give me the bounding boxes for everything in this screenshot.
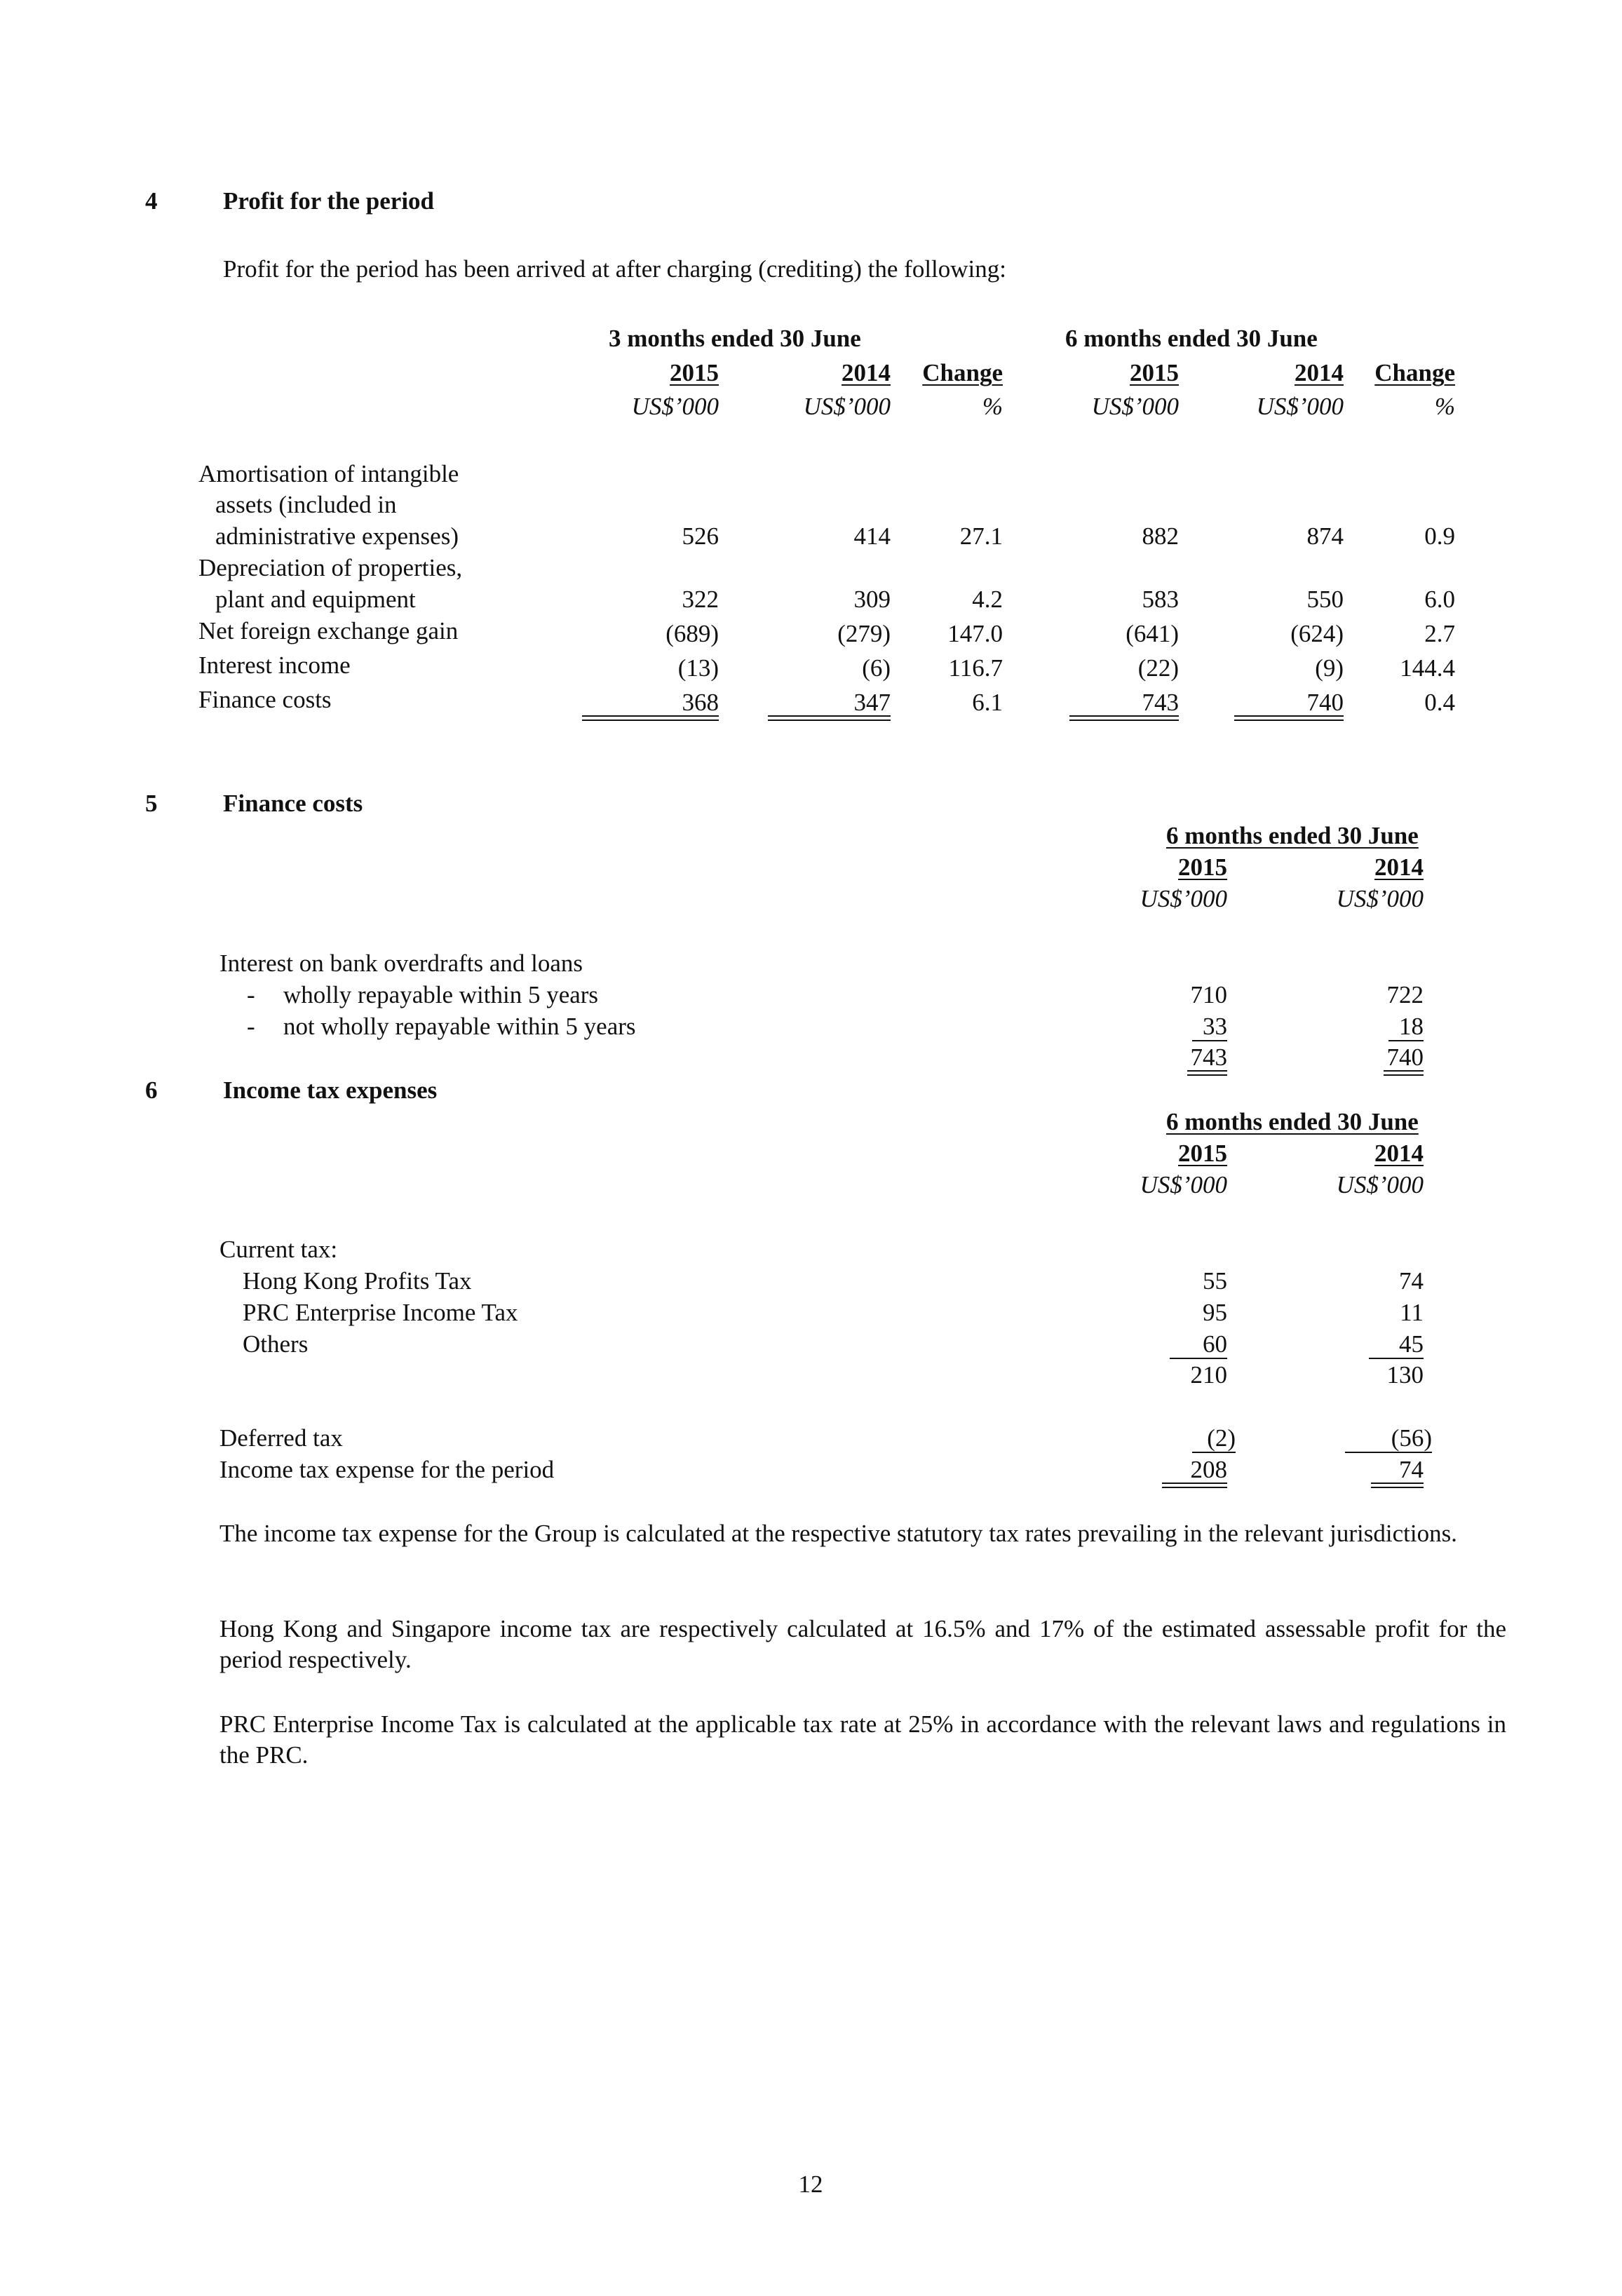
section-4-intro: Profit for the period has been arrived at after charging (crediting) the following: bbox=[223, 255, 1007, 283]
s6-col-unit-2014: US$’000 bbox=[1336, 1171, 1424, 1198]
s5-col-header-2014: 2014 bbox=[1374, 853, 1424, 881]
s6-deferred-tax-2015: (2) bbox=[1207, 1424, 1236, 1452]
s5-total-2015: 743 bbox=[1190, 1044, 1227, 1071]
section-5-title: Finance costs bbox=[223, 790, 363, 817]
section-4-title: Profit for the period bbox=[223, 187, 435, 215]
row-label-interest-income: Interest income bbox=[198, 651, 351, 679]
s5-col-unit-2015: US$’000 bbox=[1140, 885, 1227, 912]
cell-fx-gain-3m-change: 147.0 bbox=[947, 620, 1003, 647]
s5-row2-2015: 33 bbox=[1203, 1013, 1227, 1040]
s5-row1-2015: 710 bbox=[1190, 981, 1227, 1008]
cell-depreciation-3m-change: 4.2 bbox=[972, 586, 1003, 613]
row-label-depreciation-line2: plant and equipment bbox=[215, 586, 416, 613]
cell-amortisation-3m-change: 27.1 bbox=[959, 522, 1003, 550]
s5-col-header-2015: 2015 bbox=[1178, 853, 1227, 881]
col-unit-6m-2015: US$’000 bbox=[1091, 393, 1179, 420]
s6-hk-profits-tax-label: Hong Kong Profits Tax bbox=[243, 1267, 472, 1295]
cell-finance-costs-6m-change: 0.4 bbox=[1424, 689, 1455, 716]
col-unit-3m-change: % bbox=[982, 393, 1003, 420]
s5-total-double-rule-2015 bbox=[1187, 1070, 1227, 1076]
cell-depreciation-6m-change: 6.0 bbox=[1424, 586, 1455, 613]
cell-fx-gain-6m-change: 2.7 bbox=[1424, 620, 1455, 647]
row-label-amortisation-line1: Amortisation of intangible bbox=[198, 460, 459, 487]
s6-others-rule-2015 bbox=[1170, 1358, 1227, 1359]
cell-amortisation-3m-2015: 526 bbox=[682, 522, 719, 550]
row-label-depreciation-line1: Depreciation of properties, bbox=[198, 554, 463, 581]
s6-total-2015: 208 bbox=[1190, 1456, 1227, 1483]
s5-total-2014: 740 bbox=[1386, 1044, 1424, 1071]
s6-col-header-2015: 2015 bbox=[1178, 1140, 1227, 1167]
s6-deferred-tax-2014: (56) bbox=[1391, 1424, 1432, 1452]
cell-interest-income-3m-2015: (13) bbox=[677, 654, 719, 682]
row-label-finance-costs: Finance costs bbox=[198, 686, 332, 713]
cell-depreciation-6m-2015: 583 bbox=[1142, 586, 1179, 613]
s5-row2-label: not wholly repayable within 5 years bbox=[283, 1013, 636, 1040]
s5-subtotal-rule-2015 bbox=[1192, 1040, 1227, 1041]
s6-others-2015: 60 bbox=[1203, 1330, 1227, 1358]
s5-subtotal-rule-2014 bbox=[1388, 1040, 1424, 1041]
cell-interest-income-6m-2014: (9) bbox=[1315, 654, 1344, 682]
s6-hk-profits-tax-2015: 55 bbox=[1203, 1267, 1227, 1295]
cell-amortisation-6m-change: 0.9 bbox=[1424, 522, 1455, 550]
s6-subtotal-2015: 210 bbox=[1190, 1361, 1227, 1389]
s5-row2-2014: 18 bbox=[1399, 1013, 1424, 1040]
cell-fx-gain-3m-2015: (689) bbox=[665, 620, 719, 647]
s6-total-double-rule-2014 bbox=[1371, 1483, 1424, 1488]
col-header-6m-change: Change bbox=[1374, 359, 1455, 386]
cell-depreciation-3m-2015: 322 bbox=[682, 586, 719, 613]
cell-finance-costs-6m-2014: 740 bbox=[1306, 689, 1344, 716]
col-header-3m-2014: 2014 bbox=[842, 359, 891, 386]
s6-paragraph-3: PRC Enterprise Income Tax is calculated at the applicable tax rate at 25% in accordance with the relevant laws and regulations in the PRC. bbox=[219, 1710, 1506, 1769]
s6-current-tax-label: Current tax: bbox=[219, 1236, 338, 1263]
group-header-3-months: 3 months ended 30 June bbox=[609, 325, 861, 352]
cell-fx-gain-3m-2014: (279) bbox=[837, 620, 891, 647]
cell-finance-costs-3m-change: 6.1 bbox=[972, 689, 1003, 716]
cell-interest-income-6m-change: 144.4 bbox=[1400, 654, 1455, 682]
s5-row1-2014: 722 bbox=[1386, 981, 1424, 1008]
s6-paragraph-1: The income tax expense for the Group is calculated at the respective statutory tax rates prevailing in the relevant jurisdictions. bbox=[219, 1520, 1457, 1547]
cell-amortisation-3m-2014: 414 bbox=[853, 522, 891, 550]
s6-deferred-tax-label: Deferred tax bbox=[219, 1424, 343, 1452]
double-rule-6m-2014 bbox=[1234, 715, 1344, 721]
s6-total-double-rule-2015 bbox=[1162, 1483, 1227, 1488]
s6-others-rule-2014 bbox=[1369, 1358, 1424, 1359]
cell-fx-gain-6m-2015: (641) bbox=[1126, 620, 1179, 647]
col-header-6m-2014: 2014 bbox=[1295, 359, 1344, 386]
cell-finance-costs-3m-2015: 368 bbox=[682, 689, 719, 716]
cell-interest-income-3m-change: 116.7 bbox=[948, 654, 1003, 682]
s6-col-header-2014: 2014 bbox=[1374, 1140, 1424, 1167]
row-label-amortisation-line3: administrative expenses) bbox=[215, 522, 459, 550]
s5-heading-line: Interest on bank overdrafts and loans bbox=[219, 950, 583, 977]
double-rule-3m-2014 bbox=[768, 715, 891, 721]
section-5-number: 5 bbox=[145, 790, 158, 817]
s5-row2-dash: - bbox=[247, 1013, 255, 1040]
col-header-3m-2015: 2015 bbox=[670, 359, 719, 386]
cell-depreciation-6m-2014: 550 bbox=[1306, 586, 1344, 613]
col-unit-3m-2015: US$’000 bbox=[631, 393, 719, 420]
double-rule-3m-2015 bbox=[582, 715, 719, 721]
double-rule-6m-2015 bbox=[1069, 715, 1179, 721]
s5-col-unit-2014: US$’000 bbox=[1336, 885, 1424, 912]
row-label-fx-gain: Net foreign exchange gain bbox=[198, 617, 459, 644]
col-header-6m-2015: 2015 bbox=[1130, 359, 1179, 386]
s6-col-unit-2015: US$’000 bbox=[1140, 1171, 1227, 1198]
s5-row1-label: wholly repayable within 5 years bbox=[283, 981, 599, 1008]
s5-row1-dash: - bbox=[247, 981, 255, 1008]
row-label-amortisation-line2: assets (included in bbox=[215, 491, 397, 518]
s6-deferred-rule-2014 bbox=[1345, 1452, 1432, 1453]
s6-others-2014: 45 bbox=[1399, 1330, 1424, 1358]
s5-total-double-rule-2014 bbox=[1384, 1070, 1424, 1076]
s6-prc-eit-2015: 95 bbox=[1203, 1299, 1227, 1326]
cell-finance-costs-6m-2015: 743 bbox=[1142, 689, 1179, 716]
s6-hk-profits-tax-2014: 74 bbox=[1399, 1267, 1424, 1295]
col-unit-3m-2014: US$’000 bbox=[803, 393, 891, 420]
cell-amortisation-6m-2014: 874 bbox=[1306, 522, 1344, 550]
cell-interest-income-3m-2014: (6) bbox=[862, 654, 891, 682]
s6-group-header: 6 months ended 30 June bbox=[1166, 1108, 1419, 1135]
s6-others-label: Others bbox=[243, 1330, 309, 1358]
s6-total-label: Income tax expense for the period bbox=[219, 1456, 555, 1483]
cell-amortisation-6m-2015: 882 bbox=[1142, 522, 1179, 550]
cell-finance-costs-3m-2014: 347 bbox=[853, 689, 891, 716]
group-header-6-months: 6 months ended 30 June bbox=[1065, 325, 1318, 352]
cell-depreciation-3m-2014: 309 bbox=[853, 586, 891, 613]
s6-prc-eit-label: PRC Enterprise Income Tax bbox=[243, 1299, 518, 1326]
col-unit-6m-change: % bbox=[1434, 393, 1455, 420]
s6-prc-eit-2014: 11 bbox=[1400, 1299, 1424, 1326]
section-6-title: Income tax expenses bbox=[223, 1076, 438, 1104]
s6-subtotal-2014: 130 bbox=[1386, 1361, 1424, 1389]
col-header-3m-change: Change bbox=[922, 359, 1003, 386]
section-4-number: 4 bbox=[145, 187, 158, 215]
section-6-number: 6 bbox=[145, 1076, 158, 1104]
cell-fx-gain-6m-2014: (624) bbox=[1290, 620, 1344, 647]
col-unit-6m-2014: US$’000 bbox=[1256, 393, 1344, 420]
cell-interest-income-6m-2015: (22) bbox=[1137, 654, 1179, 682]
s6-total-2014: 74 bbox=[1399, 1456, 1424, 1483]
s5-group-header: 6 months ended 30 June bbox=[1166, 822, 1419, 849]
page-number: 12 bbox=[798, 2170, 823, 2198]
s6-deferred-rule-2015 bbox=[1192, 1452, 1236, 1453]
s6-paragraph-2: Hong Kong and Singapore income tax are respectively calculated at 16.5% and 17% of the estimated assessable profit for the period respectively. bbox=[219, 1615, 1506, 1673]
